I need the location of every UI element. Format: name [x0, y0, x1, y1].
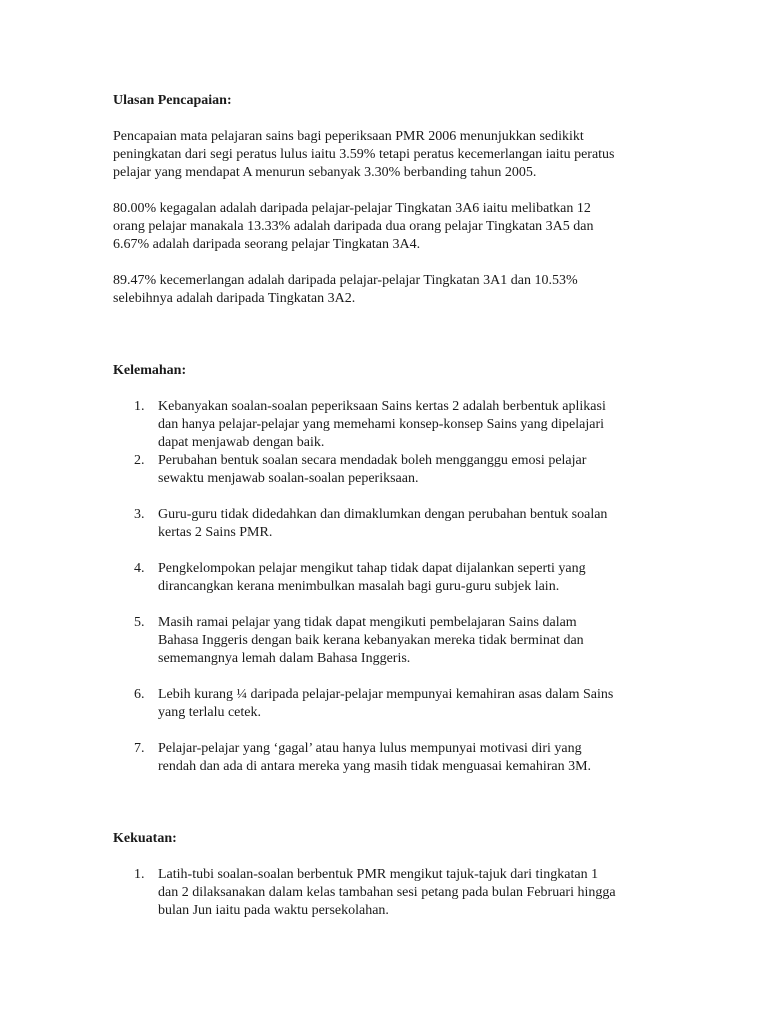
text-line: dan hanya pelajar-pelajar yang memehami konsep-konsep Sains yang dipelajari — [158, 417, 605, 432]
kekuatan-list — [113, 866, 653, 920]
list-item — [113, 614, 653, 668]
text-line: sememangnya lemah dalam Bahasa Inggeris. — [158, 651, 411, 666]
text-line: dirancangkan kerana menimbulkan masalah bagi guru-guru subjek lain. — [158, 579, 560, 594]
list-number: 3. — [134, 507, 145, 522]
list-number: 5. — [134, 615, 145, 630]
list-number: 1. — [134, 399, 145, 414]
list-item — [113, 452, 653, 488]
text-line: Perubahan bentuk soalan secara mendadak boleh mengganggu emosi pelajar — [158, 453, 587, 468]
text-line: bulan Jun iaitu pada waktu persekolahan. — [158, 903, 389, 918]
text-line: kertas 2 Sains PMR. — [158, 525, 273, 540]
section-heading-ulasan: Ulasan Pencapaian: — [113, 93, 232, 108]
section-heading-kekuatan: Kekuatan: — [113, 831, 177, 846]
text-line: 6.67% adalah daripada seorang pelajar Tingkatan 3A4. — [113, 237, 421, 252]
list-item — [113, 506, 653, 542]
list-item — [113, 398, 653, 452]
text-line: dan 2 dilaksanakan dalam kelas tambahan sesi petang pada bulan Februari hingga — [158, 885, 616, 900]
text-line: Lebih kurang ¼ daripada pelajar-pelajar mempunyai kemahiran asas dalam Sains — [158, 687, 614, 702]
text-line: pelajar yang mendapat A menurun sebanyak 3.30% berbanding tahun 2005. — [113, 165, 537, 180]
text-line: Masih ramai pelajar yang tidak dapat mengikuti pembelajaran Sains dalam — [158, 615, 577, 630]
ulasan-paragraph-1 — [113, 128, 653, 182]
ulasan-paragraph-3 — [113, 272, 653, 308]
text-line: 80.00% kegagalan adalah daripada pelajar-pelajar Tingkatan 3A6 iaitu melibatkan 12 — [113, 201, 591, 216]
text-line: dapat menjawab dengan baik. — [158, 435, 325, 450]
text-line: Latih-tubi soalan-soalan berbentuk PMR mengikut tajuk-tajuk dari tingkatan 1 — [158, 867, 599, 882]
list-number: 6. — [134, 687, 145, 702]
text-line: Pencapaian mata pelajaran sains bagi peperiksaan PMR 2006 menunjukkan sedikikt — [113, 129, 584, 144]
text-line: rendah dan ada di antara mereka yang masih tidak menguasai kemahiran 3M. — [158, 759, 592, 774]
list-item — [113, 686, 653, 722]
text-line: Bahasa Inggeris dengan baik kerana kebanyakan mereka tidak berminat dan — [158, 633, 584, 648]
ulasan-paragraph-2 — [113, 200, 653, 254]
text-line: sewaktu menjawab soalan-soalan peperiksaan. — [158, 471, 419, 486]
text-line: Pengkelompokan pelajar mengikut tahap tidak dapat dijalankan seperti yang — [158, 561, 586, 576]
text-line: orang pelajar manakala 13.33% adalah daripada dua orang pelajar Tingkatan 3A5 dan — [113, 219, 594, 234]
list-number: 4. — [134, 561, 145, 576]
text-line: Kebanyakan soalan-soalan peperiksaan Sains kertas 2 adalah berbentuk aplikasi — [158, 399, 606, 414]
text-line: Guru-guru tidak didedahkan dan dimaklumkan dengan perubahan bentuk soalan — [158, 507, 608, 522]
list-number: 1. — [134, 867, 145, 882]
document-page — [113, 92, 653, 920]
text-line: yang terlalu cetek. — [158, 705, 262, 720]
text-line: Pelajar-pelajar yang ‘gagal’ atau hanya lulus mempunyai motivasi diri yang — [158, 741, 582, 756]
list-item — [113, 740, 653, 776]
list-number: 2. — [134, 453, 145, 468]
section-heading-kelemahan: Kelemahan: — [113, 363, 187, 378]
kelemahan-list — [113, 398, 653, 776]
text-line: 89.47% kecemerlangan adalah daripada pelajar-pelajar Tingkatan 3A1 dan 10.53% — [113, 273, 578, 288]
list-item — [113, 560, 653, 596]
text-line: selebihnya adalah daripada Tingkatan 3A2. — [113, 291, 356, 306]
text-line: peningkatan dari segi peratus lulus iaitu 3.59% tetapi peratus kecemerlangan iaitu peratus — [113, 147, 615, 162]
list-number: 7. — [134, 741, 145, 756]
list-item — [113, 866, 653, 920]
